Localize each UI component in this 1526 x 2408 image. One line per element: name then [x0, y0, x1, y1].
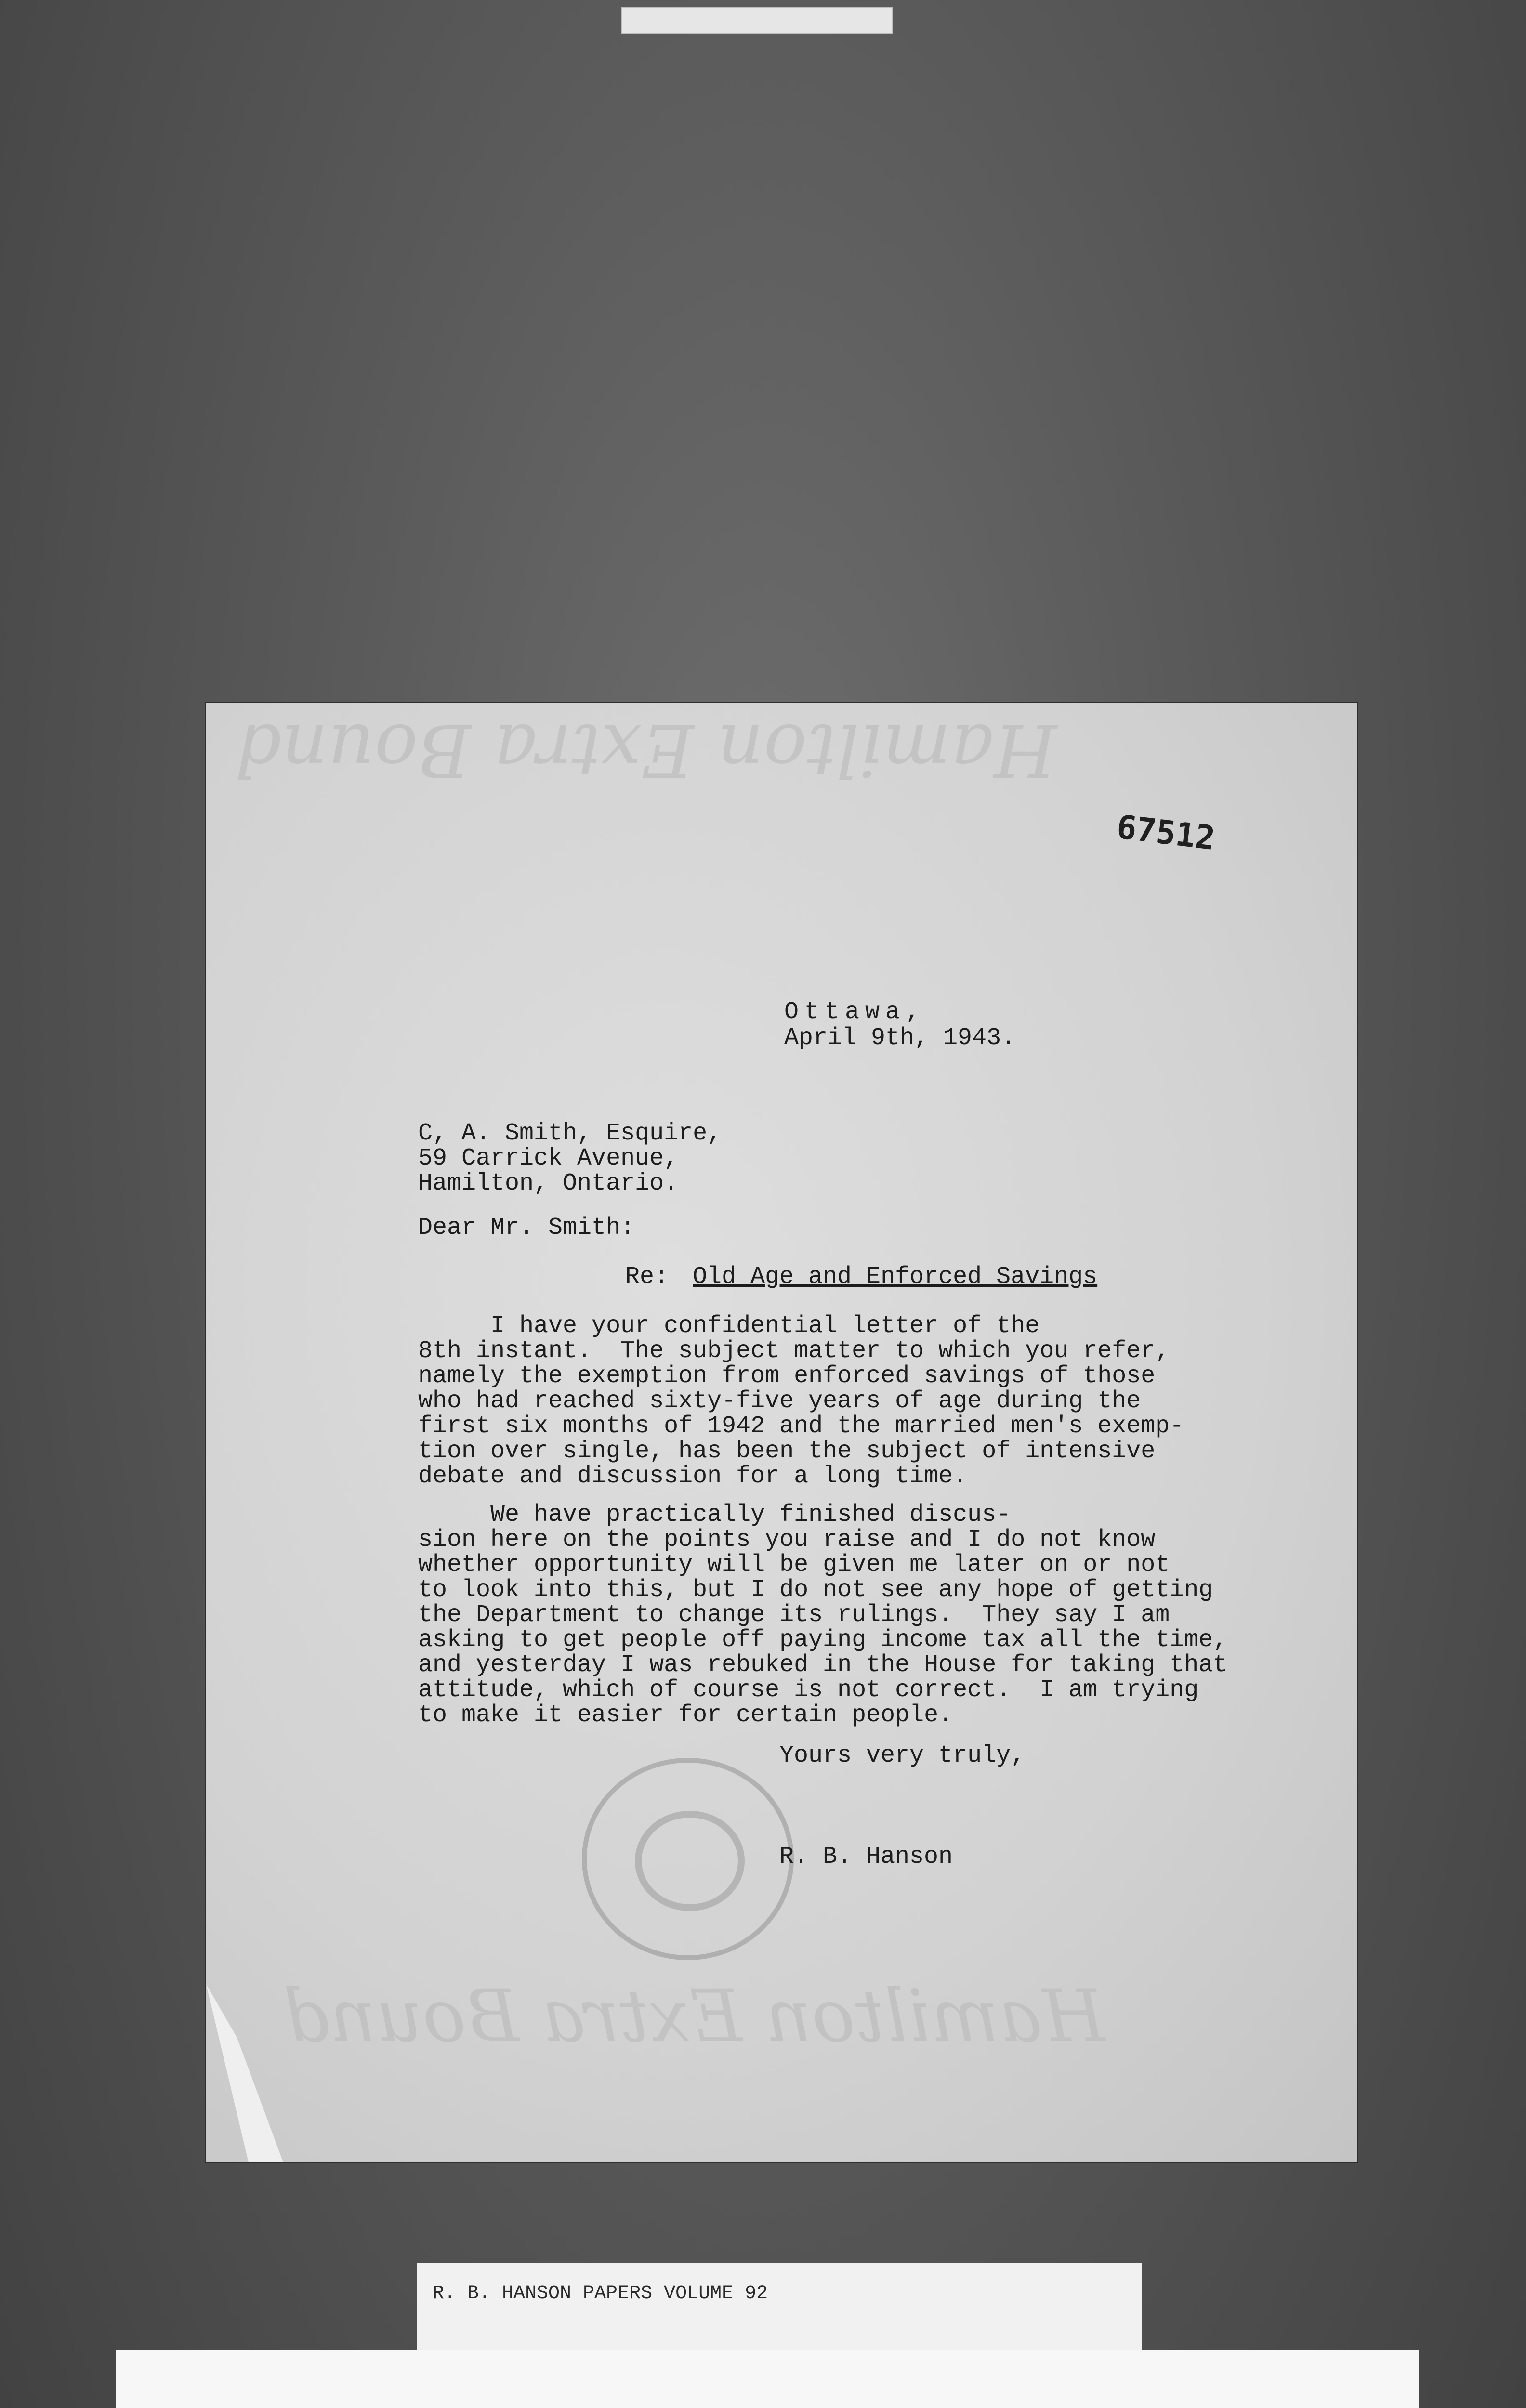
body-line: 8th instant. The subject matter to which you refer, — [418, 1337, 1170, 1365]
archives-card — [116, 2350, 1419, 2408]
body-line: We have practically finished discus- — [418, 1501, 1011, 1529]
signature: R. B. Hanson — [779, 1843, 953, 1871]
body-line: I have your confidential letter of the — [418, 1312, 1040, 1340]
closing: Yours very truly, — [779, 1742, 1026, 1769]
document-number: 67512 — [1114, 808, 1217, 858]
body-line: debate and discussion for a long time. — [418, 1463, 968, 1490]
letter-page — [206, 703, 1357, 2162]
body-line: namely the exemption from enforced savings of those — [418, 1362, 1156, 1390]
body-line: tion over single, has been the subject of intensive — [418, 1438, 1156, 1465]
volume-label — [417, 2263, 1142, 2359]
address-line: 59 Carrick Avenue, — [418, 1145, 679, 1172]
letter-place: Ottawa, — [784, 998, 926, 1026]
re-label: Re: — [625, 1263, 669, 1291]
body-line: to look into this, but I do not see any hope of getting — [418, 1576, 1213, 1604]
body-line: attitude, which of course is not correct. I am trying — [418, 1676, 1199, 1704]
body-line: who had reached sixty-five years of age during the — [418, 1387, 1141, 1415]
volume-label-text: R. B. HANSON PAPERS VOLUME 92 — [433, 2283, 768, 2304]
bleed-through-text-bottom: Hamilton Extra Bound — [283, 1975, 1105, 2058]
body-line: to make it easier for certain people. — [418, 1701, 953, 1729]
salutation: Dear Mr. Smith: — [418, 1214, 635, 1242]
recipient-address — [418, 1121, 722, 1196]
re-subject: Old Age and Enforced Savings — [693, 1263, 1098, 1291]
paragraph-1 — [418, 1314, 1184, 1489]
folded-corner — [206, 1984, 283, 2162]
body-line: first six months of 1942 and the married men's exemp- — [418, 1413, 1184, 1440]
faint-seal-stamp — [582, 1758, 794, 1960]
body-line: the Department to change its rulings. They say I am — [418, 1601, 1170, 1629]
body-line: asking to get people off paying income tax all the time, — [418, 1626, 1228, 1654]
address-line: Hamilton, Ontario. — [418, 1170, 679, 1197]
bleed-through-text-top: Hamilton Extra Bound — [235, 708, 1057, 792]
top-tab — [621, 7, 893, 34]
paragraph-2 — [418, 1503, 1227, 1728]
letter-date: April 9th, 1943. — [784, 1024, 1016, 1052]
body-line: whether opportunity will be given me later on or not — [418, 1551, 1170, 1579]
address-line: C, A. Smith, Esquire, — [418, 1120, 722, 1147]
body-line: and yesterday I was rebuked in the House for taking that — [418, 1651, 1228, 1679]
body-line: sion here on the points you raise and I do not know — [418, 1526, 1156, 1554]
